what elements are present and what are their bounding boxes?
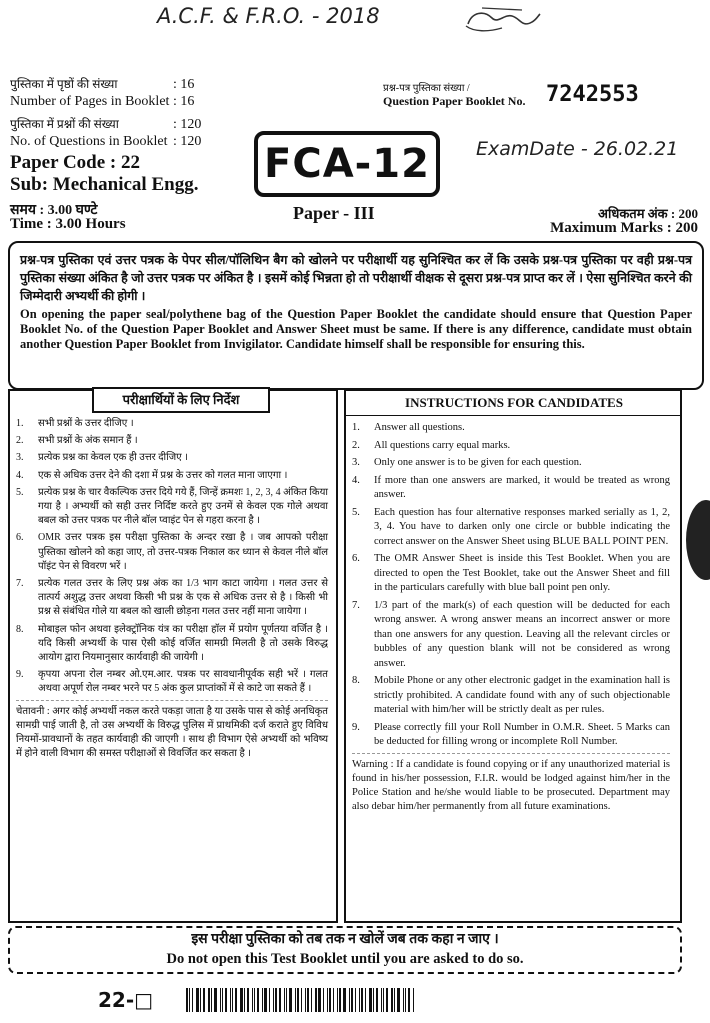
barcode-bar [403, 988, 404, 1012]
barcode-bar [211, 988, 212, 1012]
pages-value: : 16 [173, 94, 195, 109]
instructions-english-list [352, 421, 670, 750]
barcode-bar [373, 988, 374, 1012]
barcode-bar [295, 988, 296, 1012]
instruction-number: 6. [352, 553, 360, 564]
instruction-text: प्रत्येक गलत उत्तर के लिए प्रश्न अंक का 1/3 भाग काटा जायेगा । गलत उत्तर से तात्पर्य अशुद्ध उत्तर अथवा किसी भी प्रश्न के एक से अधिक उत्तर से है । किसी भी प्रश्न से संबंधित गोले या बबल को खाली छोड़ना गलत उत्तर नहीं माना जायेगा । [38, 578, 328, 618]
seal-emblem [686, 500, 710, 580]
barcode-bar [337, 988, 338, 1012]
barcode-bar [284, 988, 285, 1012]
barcode-bar [349, 988, 350, 1012]
instruction-text: 1/3 part of the mark(s) of each question will be deducted for each wrong answer. A wrong answer means an incorrect answer or more than one answers for any question. Leaving all the relevant circles or bubbles of any question blank will not be considered as wrong answer. [374, 599, 670, 669]
questions-value-hi-spacer [173, 116, 201, 133]
instruction-text: सभी प्रश्नों के उत्तर दीजिए । [38, 418, 134, 429]
instruction-text: Each question has four alternative responses marked serially as 1, 2, 3, 4. You have to darken only one circle or bubble indicating the correct answer on the Answer Sheet using BLUE BALL POINT PEN. [374, 506, 670, 547]
instructions-english-title: INSTRUCTIONS FOR CANDIDATES [405, 395, 623, 410]
instruction-item [16, 469, 328, 483]
instruction-number: 1. [352, 422, 360, 433]
barcode [186, 988, 436, 1012]
instruction-number: 5. [352, 506, 360, 518]
barcode-bar [273, 988, 274, 1012]
instructions-hindi-title: परीक्षार्थियों के लिए निर्देश [122, 392, 240, 407]
paper-number: Paper - III [293, 203, 375, 223]
instruction-text: The OMR Answer Sheet is inside this Test Booklet. When you are directed to open the Test Booklet, take out the Answer Sheet and fill in the particulars carefully with blue ball point pen only. [374, 553, 670, 593]
barcode-bar [264, 988, 267, 1012]
instructions-hindi-list [16, 417, 328, 697]
barcode-bar [244, 988, 245, 1012]
barcode-bar [405, 988, 406, 1012]
pages-value-hi-spacer [173, 76, 194, 93]
barcode-bar [408, 988, 410, 1012]
barcode-bar [286, 988, 287, 1012]
instructions-english [344, 389, 682, 923]
instruction-text: OMR उत्तर पत्रक इस परीक्षा पुस्तिका के अन्दर रखा है । जब आपको परीक्षा पुस्तिका खोलने को कहा जाए, तो उत्तर-पत्रक निकाल कर ध्यान से केवल नीले बॉल पॉइंट पेन से विवरण भरें । [38, 532, 328, 572]
instruction-number: 5. [16, 486, 24, 498]
barcode-bar [214, 988, 217, 1012]
instruction-item [352, 506, 670, 550]
barcode-bar [297, 988, 299, 1012]
barcode-bar [311, 988, 312, 1012]
instruction-text: All questions carry equal marks. [374, 439, 511, 451]
barcode-bar [301, 988, 302, 1012]
title-divider [346, 415, 680, 416]
handwritten-exam-name: A.C.F. & F.R.O. - 2018 [157, 4, 380, 28]
paper-code-box: FCA-12 [254, 131, 440, 197]
instruction-number: 9. [16, 669, 24, 681]
footer-code: 22-□ [98, 988, 154, 1012]
instruction-text: Please correctly fill your Roll Number in O.M.R. Sheet. 5 Marks can be deducted for filling wrong or incomplete Roll Number. [374, 721, 670, 747]
instruction-text: प्रत्येक प्रश्न का केवल एक ही उत्तर दीजिए । [38, 452, 188, 464]
barcode-bar [383, 988, 384, 1012]
instruction-number: 2. [16, 435, 24, 447]
barcode-bar [329, 988, 331, 1012]
barcode-bar [413, 988, 414, 1012]
instruction-item [352, 721, 670, 750]
barcode-bar [186, 988, 188, 1012]
notice-box [8, 241, 704, 390]
barcode-bar [315, 988, 317, 1012]
barcode-bar [386, 988, 388, 1012]
instruction-number: 4. [16, 469, 24, 481]
barcode-bar [275, 988, 277, 1012]
instruction-item [352, 552, 670, 596]
handwritten-exam-date: ExamDate - 26.02.21 [476, 138, 679, 160]
barcode-bar [203, 988, 205, 1012]
barcode-bar [254, 988, 255, 1012]
barcode-bar [333, 988, 334, 1012]
barcode-bar [361, 988, 363, 1012]
barcode-bar [257, 988, 259, 1012]
instruction-item [16, 486, 328, 529]
barcode-bar [192, 988, 193, 1012]
instruction-item [16, 531, 328, 574]
max-marks-en: Maximum Marks : 200 [550, 220, 698, 236]
instructions-hindi-title-box [92, 387, 270, 413]
barcode-bar [225, 988, 227, 1012]
barcode-bar [222, 988, 223, 1012]
barcode-bar [351, 988, 353, 1012]
instruction-number: 6. [16, 532, 24, 544]
barcode-bar [220, 988, 221, 1012]
qp-booklet-number: 7242553 [546, 82, 639, 107]
footer-notice-box [8, 926, 682, 974]
questions-value: : 120 [173, 134, 202, 149]
warning-hindi: चेतावनी : अगर कोई अभ्यर्थी नकल करते पकड़ा जाता है या उसके पास से कोई अनधिकृत सामग्री पाई जाती है, तो उस अभ्यर्थी के विरुद्ध पुलिस में प्राथमिकी दर्ज कराते हुए विविध नियमों-प्रावधानों के तहत कार्यवाही की जाएगी । साथ ही विभाग ऐसे अभ्यर्थी को भविष्य में होने वाली विभाग की समस्त परीक्षाओं से विवर्जित कर सकता है । [16, 705, 328, 759]
barcode-bar [208, 988, 210, 1012]
barcode-bar [240, 988, 243, 1012]
instruction-text: Only one answer is to be given for each question. [374, 457, 582, 468]
barcode-bar [230, 988, 231, 1012]
instruction-text: Mobile Phone or any other electronic gadget in the examination hall is strictly prohibited. A candidate found with any of such objectionable material with him/her will be strictly dealt as per rules. [374, 675, 670, 715]
barcode-bar [196, 988, 199, 1012]
pages-label-en: Number of Pages in Booklet [10, 94, 170, 109]
instruction-number: 7. [352, 599, 360, 611]
instruction-item [352, 421, 670, 436]
barcode-bar [307, 988, 309, 1012]
time-hi: समय : 3.00 घण्टे [10, 203, 98, 218]
instruction-text: कृपया अपना रोल नम्बर ओ.एम.आर. पत्रक पर सावधानीपूर्वक सही भरें । गलत अथवा अपूर्ण रोल नम्बर भरने पर 5 अंक कुल प्राप्तांकों में से काटे जा सकते हैं । [38, 669, 328, 695]
instruction-number: 9. [352, 721, 360, 733]
instruction-text: If more than one answers are marked, it would be treated as wrong answer. [374, 474, 670, 500]
barcode-bar [359, 988, 360, 1012]
footer-notice-en: Do not open this Test Booklet until you are asked to do so. [166, 951, 524, 967]
divider [16, 700, 328, 701]
barcode-bar [279, 988, 281, 1012]
footer-notice-hi: इस परीक्षा पुस्तिका को तब तक न खोलें जब तक कहा न जाए । [191, 932, 499, 947]
divider [352, 753, 670, 754]
instruction-item [352, 599, 670, 672]
instruction-number: 8. [16, 623, 24, 635]
barcode-bar [232, 988, 233, 1012]
instruction-number: 3. [352, 457, 360, 468]
barcode-bar [289, 988, 292, 1012]
instruction-number: 8. [352, 675, 360, 686]
instruction-item [352, 474, 670, 503]
instruction-item [16, 577, 328, 620]
barcode-bar [369, 988, 372, 1012]
instruction-number: 7. [16, 578, 24, 590]
barcode-bar [376, 988, 378, 1012]
barcode-bar [318, 988, 321, 1012]
time-en: Time : 3.00 Hours [10, 216, 126, 232]
paper-code: Paper Code : 22 [10, 152, 140, 173]
barcode-bar [355, 988, 356, 1012]
warning-english: Warning : If a candidate is found copying or if any unauthorized material is found in his/her possession, F.I.R. would be lodged against him/her in the Police Station and he/she would liable to be prosecuted. Department may also debar him/her permanently from all future examinations. [352, 758, 670, 812]
barcode-bar [365, 988, 366, 1012]
questions-value-top: : 120 [173, 117, 202, 132]
instruction-text: एक से अधिक उत्तर देने की दशा में प्रश्न के उत्तर को गलत माना जाएगा । [38, 469, 288, 481]
instruction-text: मोबाइल फोन अथवा इलेक्ट्रॉनिक यंत्र का परीक्षा हॉल में प्रयोग पूर्णतया वर्जित है । यदि किसी अभ्यर्थी के पास ऐसी कोई वर्जित सामग्री मिलती है तो उसके विरुद्ध आयोग द्वारा नियमानुसार कार्यवाही की जायेगी । [38, 623, 328, 664]
instruction-item [352, 674, 670, 718]
instruction-number: 4. [352, 474, 360, 486]
pages-label-hi: पुस्तिका में पृष्ठों की संख्या [10, 77, 118, 91]
instruction-text: प्रत्येक प्रश्न के चार वैकल्पिक उत्तर दिये गये हैं, जिन्हें क्रमशः 1, 2, 3, 4 अंकित किया गया है । अभ्यर्थी को सही उत्तर निर्दिष्ट करते हुए उनमें से केवल एक गोले अथवा बबल को उत्तर पत्रक पर नीले बॉल प्वाइंट पेन से गहरा करना है । [38, 486, 328, 527]
instruction-item [16, 668, 328, 696]
barcode-bar [269, 988, 270, 1012]
barcode-bar [262, 988, 263, 1012]
instruction-number: 2. [352, 439, 360, 451]
instruction-number: 1. [16, 418, 24, 429]
instruction-item [352, 439, 670, 454]
barcode-bar [397, 988, 400, 1012]
instruction-number: 3. [16, 452, 24, 464]
instruction-item [16, 417, 328, 431]
barcode-bar [252, 988, 253, 1012]
questions-label-en: No. of Questions in Booklet [10, 134, 168, 149]
barcode-bar [343, 988, 346, 1012]
barcode-bar [235, 988, 237, 1012]
instruction-item [16, 623, 328, 666]
max-marks-hi: अधिकतम अंक : 200 [598, 206, 698, 221]
qp-booklet-label-hi: प्रश्न-पत्र पुस्तिका संख्या / [383, 83, 470, 94]
barcode-bar [391, 988, 393, 1012]
barcode-bar [305, 988, 306, 1012]
instruction-item [16, 451, 328, 465]
barcode-bar [327, 988, 328, 1012]
pages-value-top: : 16 [173, 77, 195, 92]
instruction-text: Answer all questions. [374, 422, 465, 433]
instruction-text: सभी प्रश्नों के अंक समान हैं । [38, 435, 138, 447]
notice-english: On opening the paper seal/polythene bag of the Question Paper Booklet the candidate should ensure that Question Paper Booklet No. of the Question Paper Booklet and Answer Sheet must be same. If there is any difference, candidate must obtain another Question Paper Booklet from Invigilator. Candidate himself shall be responsible for ensuring this. [20, 307, 692, 352]
notice-hindi: प्रश्न-पत्र पुस्तिका एवं उत्तर पत्रक के पेपर सील/पॉलिथिन बैग को खोलने पर परीक्षार्थी यह सुनिश्चित कर लें कि उसके प्रश्न-पत्र पुस्तिका पर वही प्रश्न-पत्र पुस्तिका संख्या अंकित है जो उत्तर पत्रक पर अंकित है । इसमें कोई भिन्नता हो तो परीक्षार्थी वीक्षक से दूसरा प्रश्न-पत्र प्राप्त कर लें । ऐसा सुनिश्चित करने की जिम्मेदारी अभ्यर्थी की होगी । [20, 253, 692, 303]
qp-booklet-label-en: Question Paper Booklet No. [383, 94, 526, 108]
instructions-english-title-box [386, 393, 642, 413]
barcode-bar [323, 988, 324, 1012]
barcode-bar [381, 988, 382, 1012]
instruction-item [16, 434, 328, 448]
booklet-info [10, 76, 240, 150]
subject: Sub: Mechanical Engg. [10, 174, 199, 195]
instructions-hindi [8, 389, 338, 923]
signature [462, 6, 544, 34]
questions-label-hi: पुस्तिका में प्रश्नों की संख्या [10, 117, 119, 131]
barcode-bar [189, 988, 190, 1012]
instruction-item [352, 456, 670, 471]
barcode-bar [247, 988, 249, 1012]
barcode-bar [394, 988, 395, 1012]
barcode-bar [200, 988, 201, 1012]
barcode-bar [339, 988, 341, 1012]
